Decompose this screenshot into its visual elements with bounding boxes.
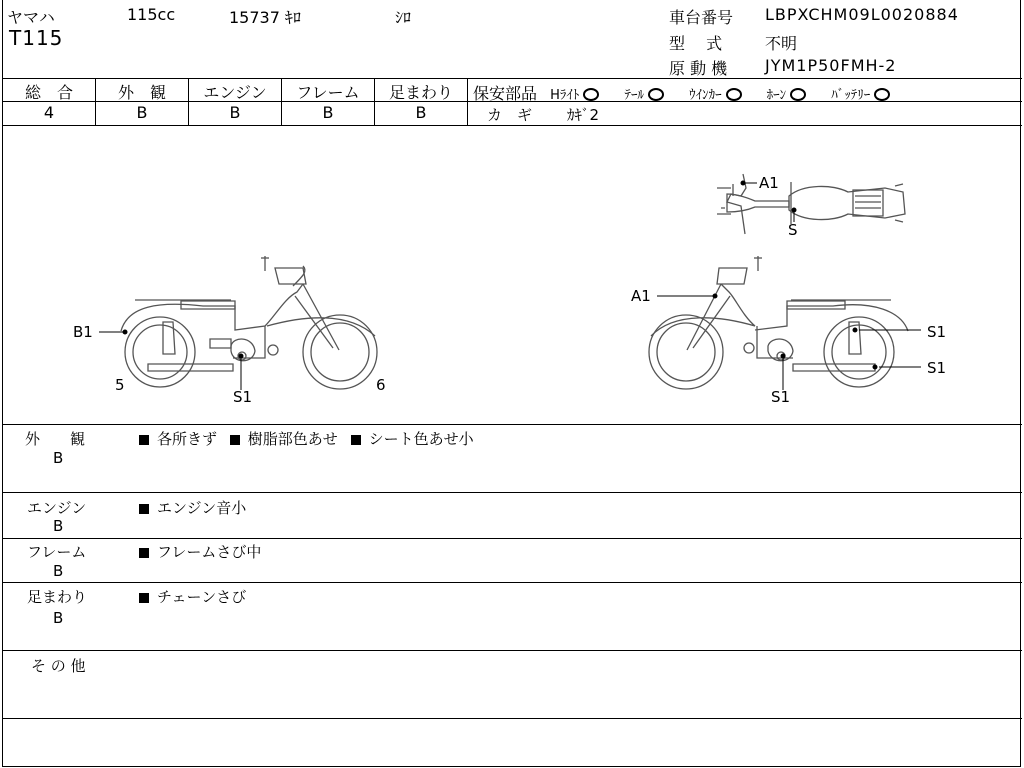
remark-suspension-items	[139, 586, 246, 607]
bullet-icon	[139, 435, 149, 445]
color: ｼﾛ	[395, 8, 412, 27]
remark-engine-items	[139, 497, 246, 518]
divider	[3, 424, 1022, 425]
remark-item: エンジン音小	[157, 499, 247, 517]
bullet-icon	[139, 504, 149, 514]
frame-grade: B	[322, 103, 334, 122]
right-a1-label: A1	[631, 287, 651, 305]
exterior-grade: B	[136, 103, 148, 122]
tail-ok-icon	[648, 88, 664, 101]
safety-parts-row	[473, 81, 890, 104]
divider	[3, 492, 1022, 493]
remark-item: チェーンさび	[157, 588, 247, 606]
remark-item: 樹脂部色あせ	[247, 430, 338, 448]
remark-engine-grade: B	[53, 517, 64, 535]
key-value: ｶｷﾞ2	[567, 106, 600, 124]
inspection-sheet	[2, 0, 1021, 767]
frame-label: フレーム	[296, 83, 360, 102]
top-a1-label: A1	[759, 174, 779, 192]
tail-label: ﾃｰﾙ	[624, 88, 644, 103]
bike-right-view	[649, 256, 908, 389]
remark-item: シート色あせ小	[368, 430, 474, 448]
overall-grade: 4	[43, 103, 55, 122]
bullet-icon	[230, 435, 240, 445]
overall-label: 総 合	[24, 83, 73, 102]
horn-ok-icon	[790, 88, 806, 101]
bullet-icon	[139, 593, 149, 603]
remark-item: 各所きず	[157, 430, 218, 448]
divider	[3, 538, 1022, 539]
frame-number-value: LBPXCHM09L0020884	[765, 5, 959, 24]
bike-left-view	[121, 256, 377, 389]
left-b1-label: B1	[73, 323, 93, 341]
left-6-label: 6	[376, 376, 386, 394]
headlight-label: Hﾗｲﾄ	[550, 88, 580, 103]
remark-exterior-grade: B	[53, 449, 64, 467]
remark-suspension-label: 足まわり	[27, 588, 88, 606]
headlight-ok-icon	[583, 88, 599, 101]
remark-item: フレームさび中	[157, 543, 262, 561]
right-s1-top-label: S1	[927, 323, 947, 341]
right-s1-bottom-label: S1	[771, 388, 791, 406]
top-s-label: S	[788, 221, 798, 239]
right-s1-mid-label: S1	[927, 359, 947, 377]
winker-ok-icon	[726, 88, 742, 101]
suspension-grade: B	[415, 103, 427, 122]
model-name: T115	[9, 26, 64, 50]
engine-model-value: JYM1P50FMH-2	[765, 56, 897, 75]
damage-diagram	[3, 126, 1020, 423]
remark-engine-label: エンジン	[27, 499, 87, 517]
bullet-icon	[139, 548, 149, 558]
type-value: 不明	[765, 34, 798, 53]
engine-grade: B	[229, 103, 241, 122]
horn-label: ﾎｰﾝ	[766, 88, 787, 103]
safety-parts-label: 保安部品	[473, 84, 538, 103]
type-label: 型 式	[669, 34, 723, 53]
left-s1-label: S1	[233, 388, 253, 406]
engine-label: エンジン	[203, 83, 267, 102]
divider	[3, 650, 1022, 651]
remark-suspension-grade: B	[53, 609, 64, 627]
frame-number-label: 車台番号	[669, 8, 734, 27]
left-5-label: 5	[115, 376, 125, 394]
mileage: 15737 ｷﾛ	[229, 8, 301, 27]
displacement: 115cc	[127, 5, 176, 24]
key-label: カ ギ	[487, 106, 533, 124]
battery-ok-icon	[874, 88, 890, 101]
divider	[3, 718, 1022, 719]
battery-label: ﾊﾞｯﾃﾘｰ	[831, 88, 871, 103]
remark-exterior-label: 外 観	[25, 430, 86, 448]
maker: ヤマハ	[7, 8, 55, 27]
divider	[3, 582, 1022, 583]
divider	[3, 78, 1022, 79]
divider	[467, 78, 468, 125]
remark-frame-items	[139, 541, 261, 562]
remark-frame-grade: B	[53, 562, 64, 580]
suspension-label: 足まわり	[388, 83, 453, 102]
bullet-icon	[351, 435, 361, 445]
remark-frame-label: フレーム	[27, 543, 87, 561]
engine-model-label: 原 動 機	[669, 59, 728, 78]
exterior-label: 外 観	[117, 83, 166, 102]
winker-label: ｳｲﾝｶｰ	[689, 88, 722, 103]
remark-exterior-items	[139, 428, 474, 449]
other-label: そ の 他	[31, 657, 86, 675]
